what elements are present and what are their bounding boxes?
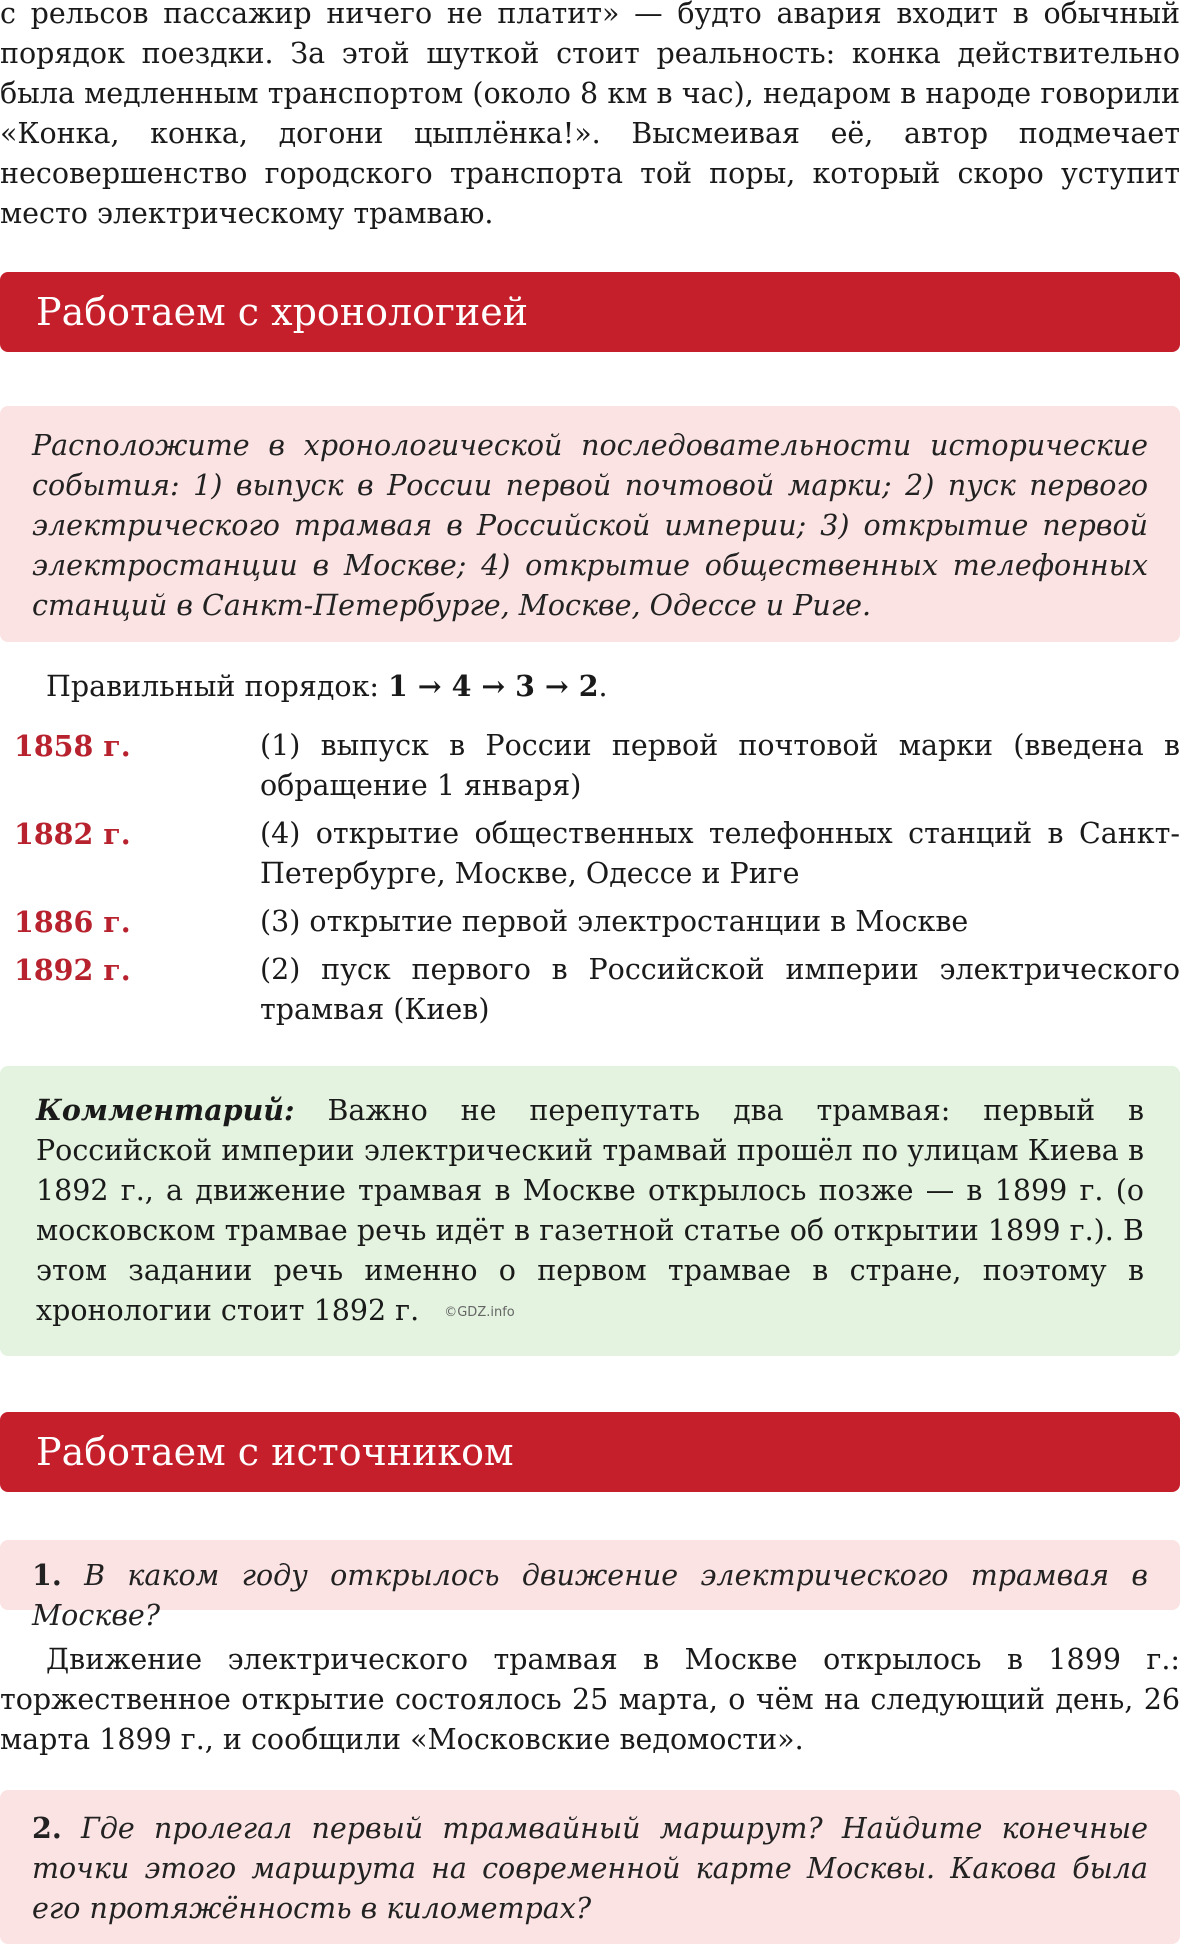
correct-order-line [46,666,608,707]
event-text-1858: (1) выпуск в России первой почтовой марки (введена в обращение 1 января) [260,729,1180,802]
section-heading-source: Работаем с источником [0,1412,1180,1492]
event-text-1886: (3) открытие первой электростанции в Москве [260,905,969,938]
event-year-1892: 1892 г. [14,953,131,987]
section-heading-chronology: Работаем с хронологией [0,272,1180,352]
question-2-box [0,1790,1180,1944]
event-year-1886: 1886 г. [14,905,131,939]
copyright-mark: ©GDZ.info [444,1304,515,1320]
comment-text: Важно не перепутать два трамвая: первый в Российской империи электрический трамвай прошёл по улицам Киева в 1892 г., а движение трамвая в Москве открылось позже — в 1899 г. (о московском трамвае речь идёт в газетной статье об открытии 1899 г.). В этом задании речь именно о первом трамвае в стране, поэтому в хронологии стоит 1892 г. [36,1094,1144,1327]
event-text-1882: (4) открытие общественных телефонных станций в Санкт-Петербурге, Москве, Одессе и Риге [260,817,1180,890]
intro-paragraph: с рельсов пассажир ничего не платит» — будто авария входит в обычный порядок поездки. За этой шуткой стоит реальность: конка действительно была медленным транспортом (около 8 км в час), недаром в народе говорили «Конка, конка, догони цыплёнка!». Высмеивая её, автор подмечает несовершенство городского транспорта той поры, который скоро уступит место электрическому трамваю. [0,0,1180,230]
comment-label: Комментарий: [36,1093,295,1127]
question-2-number: 2. [32,1811,62,1845]
chronology-task-box [0,406,1180,642]
event-text-1892: (2) пуск первого в Российской империи электрического трамвая (Киев) [260,953,1180,1026]
answer-1-paragraph: Движение электрического трамвая в Москве открылось в 1899 г.: торжественное открытие состоялось 25 марта, о чём на следующий день, 26 марта 1899 г., и сообщили «Московские ведомости». [0,1643,1180,1756]
order-prefix: Правильный порядок: [46,670,379,703]
chronology-task-text: Расположите в хронологической последовательности исторические события: 1) выпуск в России первой почтовой марки; 2) пуск первого электрического трамвая в Российской империи; 3) открытие первой электростанции в Москве; 4) открытие общественных телефонных станций в Санкт-Петербурге, Москве, Одессе и Риге. [32,429,1148,622]
comment-box [0,1066,1180,1356]
order-suffix: . [598,670,608,703]
event-year-1882: 1882 г. [14,817,131,851]
event-year-1858: 1858 г. [14,729,131,763]
question-1-text: В каком году открылось движение электрического трамвая в Москве? [32,1559,1148,1632]
question-1-number: 1. [32,1558,62,1592]
question-2-text: Где пролегал первый трамвайный маршрут? Найдите конечные точки этого маршрута на современной карте Москвы. Какова была его протяжённость в километрах? [32,1812,1148,1925]
order-value: 1 → 4 → 3 → 2 [388,669,599,703]
question-1-box [0,1540,1180,1632]
